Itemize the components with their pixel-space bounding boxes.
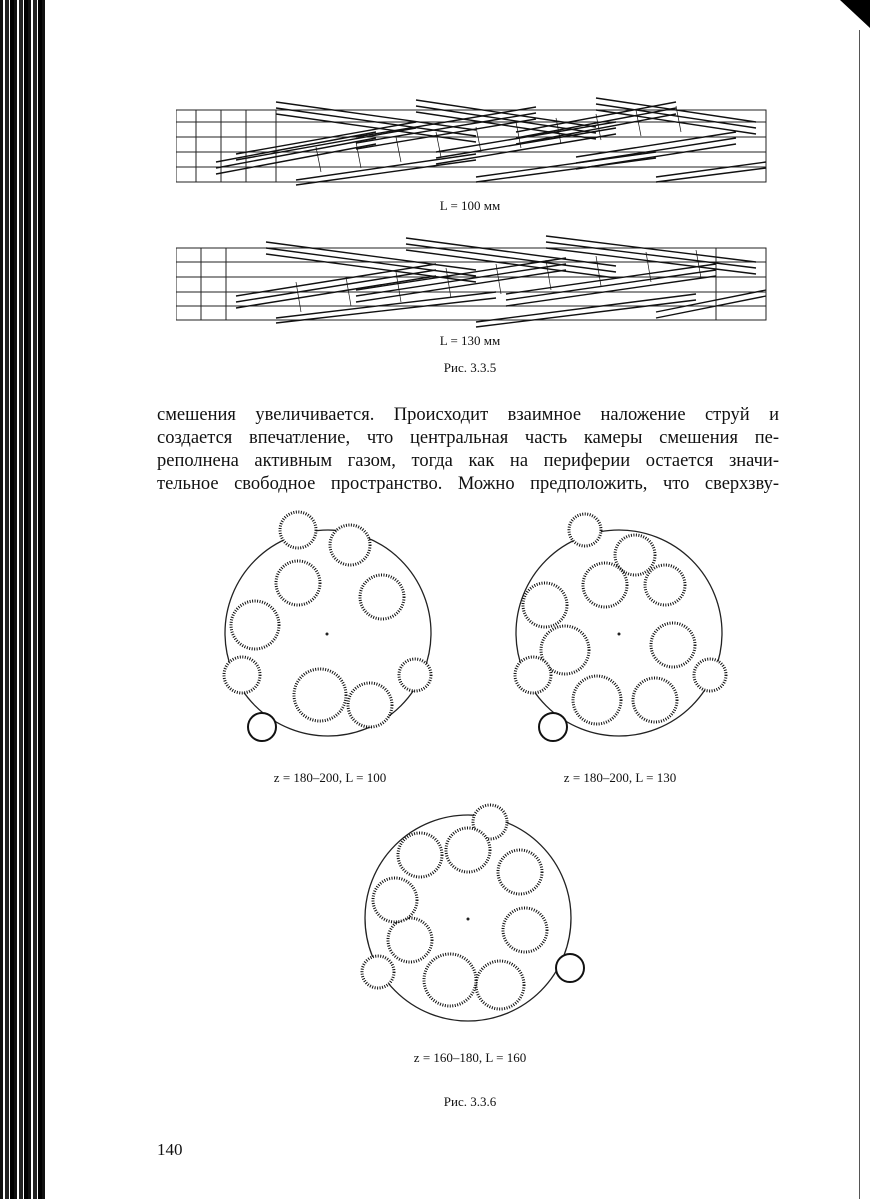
jet-cross-section-l130 bbox=[505, 505, 745, 750]
page-corner-shadow bbox=[840, 0, 870, 28]
jet-cross-section-l100 bbox=[210, 505, 450, 750]
page-number: 140 bbox=[157, 1140, 183, 1159]
figure-label-right: z = 180–200, L = 130 bbox=[563, 770, 677, 785]
text-line: смешения увеличивается. Происходит взаимное наложение струй и bbox=[157, 405, 779, 425]
book-spine-shadow bbox=[0, 0, 46, 1199]
figure-label-bottom: z = 160–180, L = 160 bbox=[413, 1050, 527, 1065]
jet-side-view-l100 bbox=[176, 92, 776, 192]
text-line: создается впечатление, что центральная часть камеры смешения пе- bbox=[157, 428, 779, 448]
jet-side-view-l130 bbox=[176, 232, 776, 332]
figure-label-l100: L = 100 мм bbox=[439, 198, 501, 213]
figure-caption-335: Рис. 3.3.5 bbox=[443, 360, 497, 375]
figure-label-l130: L = 130 мм bbox=[439, 333, 501, 348]
text-line: тельное свободное пространство. Можно предположить, что сверхзву- bbox=[157, 474, 779, 494]
figure-label-left: z = 180–200, L = 100 bbox=[273, 770, 387, 785]
jet-cross-section-l160 bbox=[350, 800, 595, 1025]
text-line: реполнена активным газом, тогда как на периферии остается значи- bbox=[157, 451, 779, 471]
page-edge-line bbox=[859, 30, 860, 1199]
figure-caption-336: Рис. 3.3.6 bbox=[443, 1094, 497, 1109]
body-paragraph bbox=[157, 404, 779, 496]
